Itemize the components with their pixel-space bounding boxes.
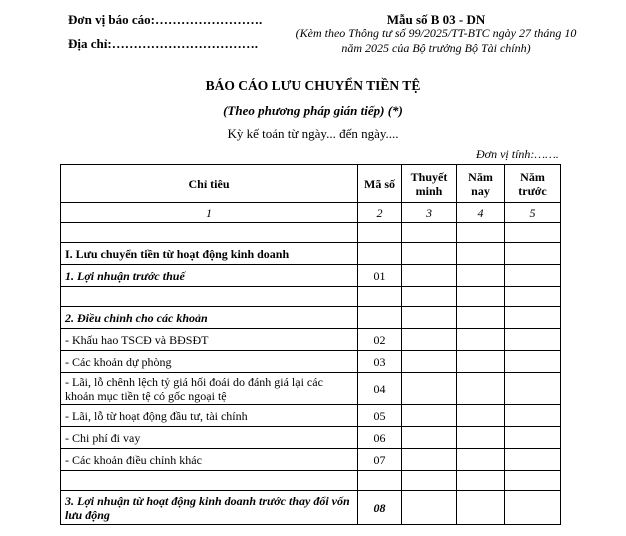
last-year-cell xyxy=(505,471,561,491)
header-code: Mã số xyxy=(358,165,402,203)
last-year-cell xyxy=(505,243,561,265)
report-subtitle: (Theo phương pháp gián tiếp) (*) xyxy=(223,103,403,118)
note-cell xyxy=(402,243,457,265)
last-year-cell xyxy=(505,223,561,243)
last-year-cell xyxy=(505,405,561,427)
indicator-cell: 1. Lợi nhuận trước thuế xyxy=(61,265,358,287)
table-row xyxy=(61,427,561,449)
note-cell xyxy=(402,373,457,405)
indicator-cell: 3. Lợi nhuận từ hoạt động kinh doanh trước thay đổi vốn lưu động xyxy=(61,491,358,525)
table-row xyxy=(61,307,561,329)
table-row xyxy=(61,449,561,471)
table-row xyxy=(61,491,561,525)
last-year-cell xyxy=(505,287,561,307)
note-cell xyxy=(402,351,457,373)
table-row xyxy=(61,471,561,491)
cash-flow-table xyxy=(60,164,561,525)
form-code: Mẫu số B 03 - DN xyxy=(386,12,486,27)
header-indicator: Chỉ tiêu xyxy=(61,165,358,203)
this-year-cell xyxy=(457,427,505,449)
table-row xyxy=(61,329,561,351)
last-year-cell xyxy=(505,373,561,405)
note-cell xyxy=(402,223,457,243)
indicator-cell: - Khấu hao TSCĐ và BĐSĐT xyxy=(61,329,358,351)
address-label: Địa chỉ:……………………………. xyxy=(68,36,258,51)
header-note: Thuyết minh xyxy=(402,165,457,203)
code-cell xyxy=(358,223,402,243)
code-cell xyxy=(358,307,402,329)
reporting-unit-label: Đơn vị báo cáo:……………………. xyxy=(68,12,263,27)
note-cell xyxy=(402,307,457,329)
this-year-cell xyxy=(457,491,505,525)
code-cell: 07 xyxy=(358,449,402,471)
header-last-year: Năm trước xyxy=(505,165,561,203)
code-cell: 01 xyxy=(358,265,402,287)
note-cell xyxy=(402,405,457,427)
code-cell: 06 xyxy=(358,427,402,449)
this-year-cell xyxy=(457,307,505,329)
this-year-cell xyxy=(457,471,505,491)
code-cell xyxy=(358,287,402,307)
table-row xyxy=(61,265,561,287)
indicator-cell: - Lãi, lỗ chênh lệch tỷ giá hối đoái do đánh giá lại các khoản mục tiền tệ có gốc ngoại tệ xyxy=(61,373,358,405)
table-row xyxy=(61,243,561,265)
note-cell xyxy=(402,265,457,287)
code-cell: 04 xyxy=(358,373,402,405)
report-title: BÁO CÁO LƯU CHUYỂN TIỀN TỆ xyxy=(205,78,421,93)
report-period: Kỳ kế toán từ ngày... đến ngày.... xyxy=(227,126,399,141)
last-year-cell xyxy=(505,329,561,351)
code-cell: 03 xyxy=(358,351,402,373)
last-year-cell xyxy=(505,351,561,373)
indicator-cell: - Lãi, lỗ từ hoạt động đầu tư, tài chính xyxy=(61,405,358,427)
this-year-cell xyxy=(457,265,505,287)
code-cell: 02 xyxy=(358,329,402,351)
table-row xyxy=(61,287,561,307)
last-year-cell xyxy=(505,491,561,525)
note-cell xyxy=(402,449,457,471)
this-year-cell xyxy=(457,449,505,471)
this-year-cell xyxy=(457,329,505,351)
table-row xyxy=(61,351,561,373)
indicator-cell: - Các khoản điều chỉnh khác xyxy=(61,449,358,471)
header-row xyxy=(61,165,561,203)
indicator-cell xyxy=(61,471,358,491)
indicator-cell: I. Lưu chuyển tiền từ hoạt động kinh doanh xyxy=(61,243,358,265)
index-row xyxy=(61,203,561,223)
this-year-cell xyxy=(457,223,505,243)
indicator-cell: - Chi phí đi vay xyxy=(61,427,358,449)
indicator-cell xyxy=(61,223,358,243)
note-cell xyxy=(402,491,457,525)
last-year-cell xyxy=(505,307,561,329)
index-cell: 1 xyxy=(61,203,358,223)
table-row xyxy=(61,405,561,427)
note-cell xyxy=(402,471,457,491)
this-year-cell xyxy=(457,287,505,307)
code-cell xyxy=(358,243,402,265)
table-row xyxy=(61,223,561,243)
index-cell: 5 xyxy=(505,203,561,223)
currency-unit: Đơn vị tính:……. xyxy=(476,147,559,161)
note-cell xyxy=(402,427,457,449)
indicator-cell: - Các khoản dự phòng xyxy=(61,351,358,373)
code-cell xyxy=(358,471,402,491)
code-cell: 08 xyxy=(358,491,402,525)
this-year-cell xyxy=(457,405,505,427)
last-year-cell xyxy=(505,265,561,287)
index-cell: 4 xyxy=(457,203,505,223)
indicator-cell xyxy=(61,287,358,307)
note-cell xyxy=(402,329,457,351)
code-cell: 05 xyxy=(358,405,402,427)
form-note: (Kèm theo Thông tư số 99/2025/TT-BTC ngày 27 tháng 10 năm 2025 của Bộ trưởng Bộ Tài chính) xyxy=(295,26,577,55)
header-this-year: Năm nay xyxy=(457,165,505,203)
note-cell xyxy=(402,287,457,307)
last-year-cell xyxy=(505,449,561,471)
indicator-cell: 2. Điều chỉnh cho các khoản xyxy=(61,307,358,329)
table-row xyxy=(61,373,561,405)
index-cell: 3 xyxy=(402,203,457,223)
last-year-cell xyxy=(505,427,561,449)
this-year-cell xyxy=(457,351,505,373)
this-year-cell xyxy=(457,243,505,265)
index-cell: 2 xyxy=(358,203,402,223)
this-year-cell xyxy=(457,373,505,405)
